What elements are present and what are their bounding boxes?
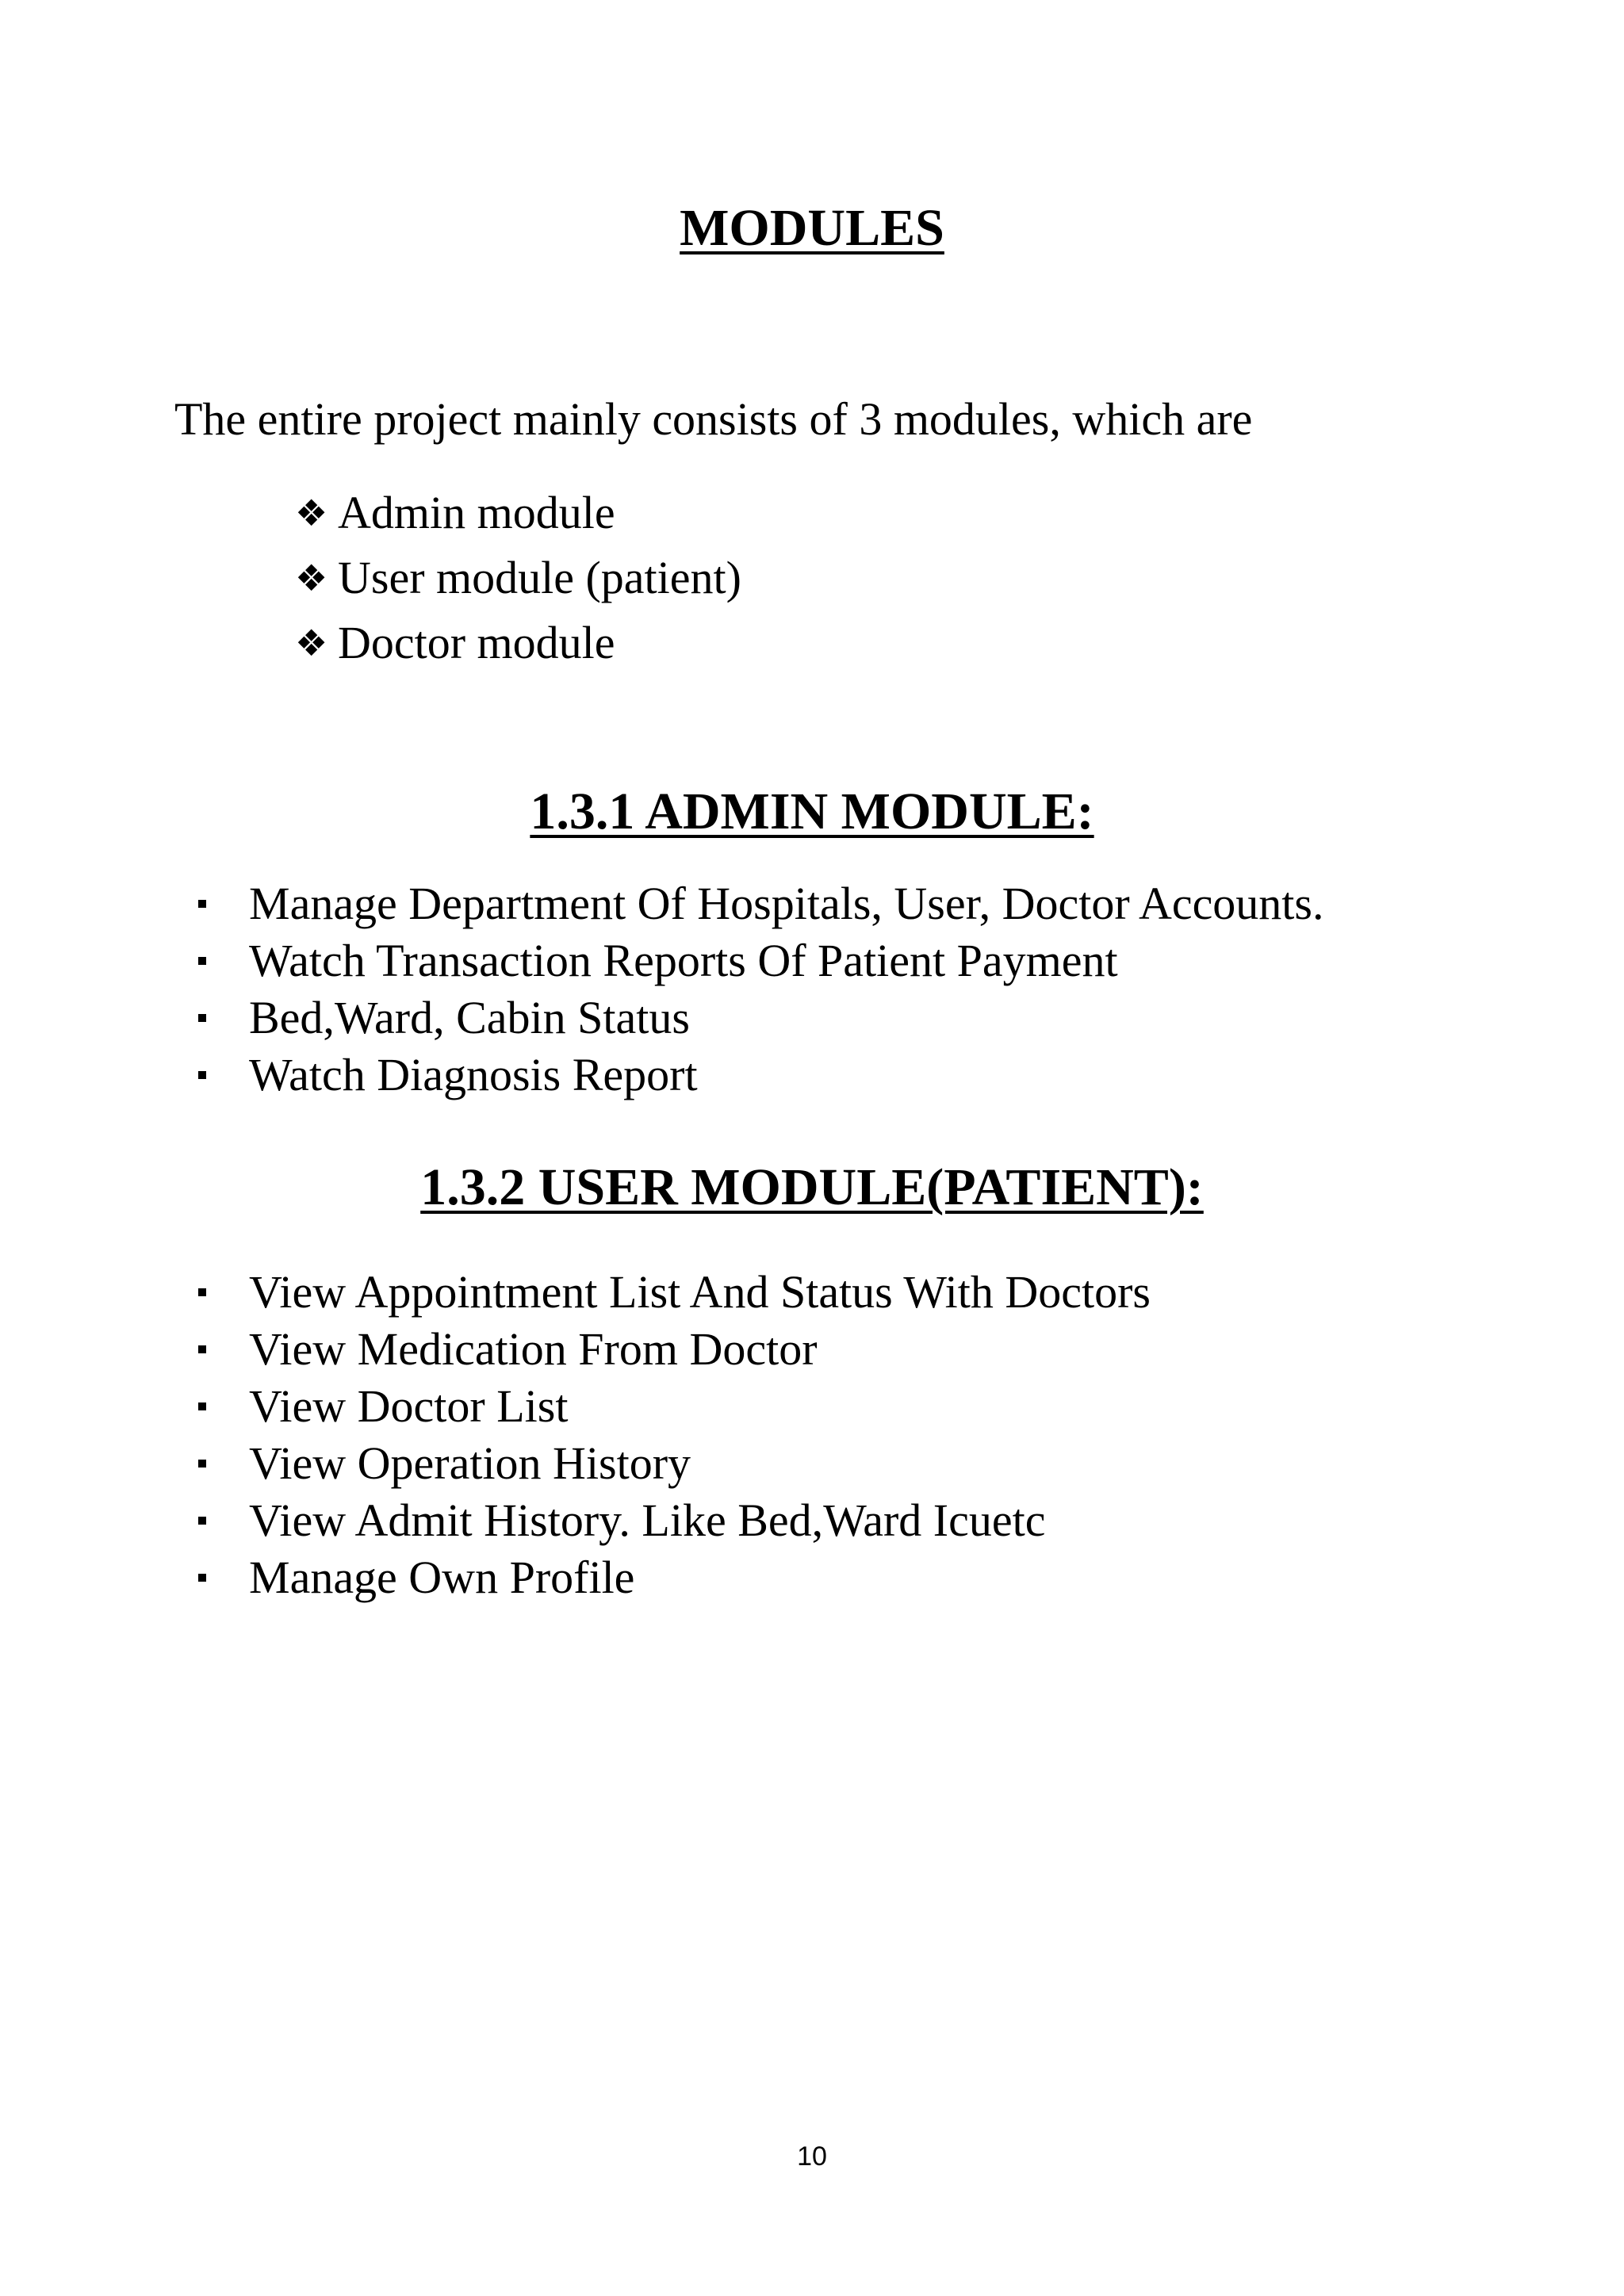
list-item bbox=[198, 875, 1324, 932]
module-overview-list bbox=[295, 480, 741, 675]
square-bullet-icon bbox=[198, 1071, 206, 1079]
list-item bbox=[198, 1047, 1324, 1104]
list-item bbox=[198, 1378, 1151, 1435]
diamond-bullet-icon: ❖ bbox=[295, 622, 328, 664]
module-label: Admin module bbox=[338, 487, 615, 538]
list-item bbox=[198, 932, 1324, 989]
list-item bbox=[198, 1492, 1151, 1549]
diamond-bullet-icon: ❖ bbox=[295, 492, 328, 534]
square-bullet-icon bbox=[198, 1460, 206, 1468]
list-item-text: View Admit History. Like Bed,Ward Icuetc bbox=[249, 1494, 1046, 1546]
module-label: Doctor module bbox=[338, 617, 615, 668]
list-item bbox=[198, 989, 1324, 1047]
square-bullet-icon bbox=[198, 900, 206, 908]
diamond-bullet-icon: ❖ bbox=[295, 557, 328, 599]
square-bullet-icon bbox=[198, 1288, 206, 1296]
admin-module-heading: 1.3.1 ADMIN MODULE: bbox=[530, 783, 1094, 840]
list-item bbox=[198, 1321, 1151, 1378]
square-bullet-icon bbox=[198, 1345, 206, 1353]
user-module-list bbox=[198, 1264, 1151, 1606]
page-title: MODULES bbox=[680, 199, 944, 257]
list-item-text: Watch Transaction Reports Of Patient Payment bbox=[249, 935, 1118, 986]
module-label: User module (patient) bbox=[338, 552, 741, 603]
list-item bbox=[198, 1549, 1151, 1606]
user-module-heading: 1.3.2 USER MODULE(PATIENT): bbox=[420, 1158, 1204, 1216]
intro-paragraph: The entire project mainly consists of 3 modules, which are bbox=[174, 393, 1253, 445]
square-bullet-icon bbox=[198, 1517, 206, 1525]
list-item bbox=[295, 610, 741, 675]
list-item bbox=[295, 480, 741, 545]
square-bullet-icon bbox=[198, 1574, 206, 1582]
list-item-text: View Appointment List And Status With Doctors bbox=[249, 1266, 1151, 1318]
list-item-text: Manage Own Profile bbox=[249, 1552, 635, 1603]
list-item-text: View Doctor List bbox=[249, 1380, 569, 1432]
list-item-text: View Operation History bbox=[249, 1437, 691, 1489]
list-item bbox=[198, 1435, 1151, 1492]
list-item bbox=[295, 545, 741, 610]
square-bullet-icon bbox=[198, 1014, 206, 1022]
list-item bbox=[198, 1264, 1151, 1321]
list-item-text: View Medication From Doctor bbox=[249, 1323, 818, 1375]
list-item-text: Bed,Ward, Cabin Status bbox=[249, 992, 690, 1043]
list-item-text: Watch Diagnosis Report bbox=[249, 1049, 698, 1100]
square-bullet-icon bbox=[198, 1402, 206, 1410]
list-item-text: Manage Department Of Hospitals, User, Doctor Accounts. bbox=[249, 878, 1324, 929]
page-number: 10 bbox=[797, 2141, 827, 2172]
square-bullet-icon bbox=[198, 957, 206, 965]
admin-module-list bbox=[198, 875, 1324, 1104]
